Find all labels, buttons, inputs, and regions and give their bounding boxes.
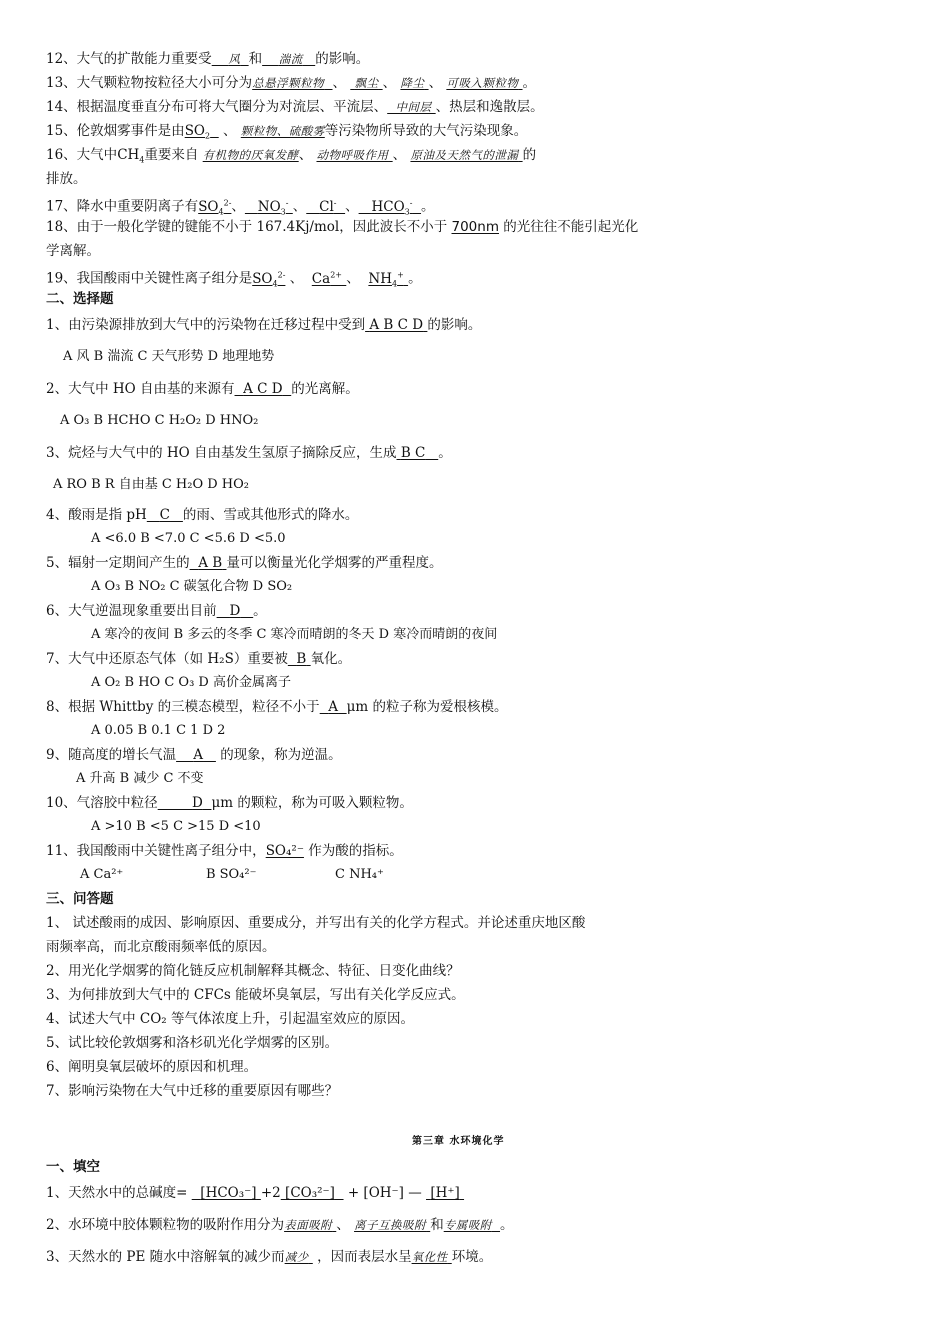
mc-q10-options: A >10 B <5 C >15 D <10: [91, 819, 261, 834]
qa-item: 6、阐明臭氧层破坏的原因和机理。: [46, 1059, 258, 1075]
section-heading-choice: 二、选择题: [46, 291, 114, 307]
qa-item: 雨频率高，而北京酸雨频率低的原因。: [46, 939, 276, 955]
fill-q19: 19、我国酸雨中关键性离子组分是$SO_4^{2-}$ 、 $Ca^{2+}$ 、 $NH_4^+$ 。: [46, 270, 422, 289]
mc-q8-options: A 0.05 B 0.1 C 1 D 2: [91, 723, 226, 738]
mc-q8: 8、根据 Whittby 的三模态模型，粒径不小于 A μm 的粒子称为爱根核模。: [46, 699, 508, 715]
fill-q14: 14、根据温度垂直分布可将大气圈分为对流层、平流层、 中间层 、热层和逸散层。: [46, 99, 544, 115]
fill-q18: 18、由于一般化学键的键能不小于 167.4Kj/mol，因此波长不小于 700nm 的光往往不能引起光化: [46, 219, 639, 235]
ch3-q1: 1、天然水中的总碱度= [HCO₃⁻] +2 [CO₃²⁻] + [OH⁻] — [H⁺]: [46, 1185, 460, 1201]
qa-item: 3、为何排放到大气中的 CFCs 能破坏臭氧层，写出有关化学反应式。: [46, 987, 465, 1003]
ch3-q2: 2、水环境中胶体颗粒物的吸附作用分为表面吸附 、 离子互换吸附 和专属吸附 。: [46, 1217, 514, 1233]
mc-q10: 10、气溶胶中粒径 D μm 的颗粒，称为可吸入颗粒物。: [46, 795, 413, 811]
qa-item: 7、影响污染物在大气中迁移的重要原因有哪些？: [46, 1083, 339, 1099]
mc-q6: 6、大气逆温现象重要出目前 D 。: [46, 603, 267, 619]
ch3-q3: 3、天然水的 PE 随水中溶解氧的减少而减少 ，因而表层水呈氧化性 环境。: [46, 1249, 493, 1265]
mc-q11: 11、我国酸雨中关键性离子组分中，SO₄²⁻ 作为酸的指标。: [46, 843, 403, 859]
mc-q9-options: A 升高 B 减少 C 不变: [76, 771, 204, 786]
mc-q7: 7、大气中还原态气体（如 H₂S）重要被 B 氧化。: [46, 651, 352, 667]
fill-q13: 13、大气颗粒物按粒径大小可分为总悬浮颗粒物 、 飘尘 、 降尘 、 可吸入颗粒物 。: [46, 75, 537, 91]
mc-q2: 2、大气中 HO 自由基的来源有 A C D 的光离解。: [46, 381, 359, 397]
qa-item: 4、试述大气中 CO₂ 等气体浓度上升，引起温室效应的原因。: [46, 1011, 414, 1027]
section-heading-qa: 三、问答题: [46, 891, 114, 907]
mc-q1: 1、由污染源排放到大气中的污染物在迁移过程中受到 A B C D 的影响。: [46, 317, 482, 333]
mc-q3-options: A RO B R 自由基 C H₂O D HO₂: [53, 477, 250, 492]
qa-item: 1、 试述酸雨的成因、影响原因、重要成分，并写出有关的化学方程式。并论述重庆地区酸: [46, 915, 586, 931]
fill-q18-line2: 学离解。: [46, 243, 100, 259]
mc-q9: 9、随高度的增长气温 A 的现象，称为逆温。: [46, 747, 342, 763]
mc-q3: 3、烷烃与大气中的 HO 自由基发生氢原子摘除反应，生成 B C 。: [46, 445, 452, 461]
mc-q4-options: A <6.0 B <7.0 C <5.6 D <5.0: [91, 531, 286, 546]
mc-q2-options: A O₃ B HCHO C H₂O₂ D HNO₂: [60, 413, 259, 428]
qa-item: 2、用光化学烟雾的简化链反应机制解释其概念、特征、日变化曲线？: [46, 963, 460, 979]
fill-q15: 15、伦敦烟雾事件是由$SO_2$ 、 颗粒物、硫酸雾等污染物所导致的大气污染现象。: [46, 123, 528, 141]
mc-q6-options: A 寒冷的夜间 B 多云的冬季 C 寒冷而晴朗的冬天 D 寒冷而晴朗的夜间: [91, 627, 498, 642]
mc-q4: 4、酸雨是指 pH C 的雨、雪或其他形式的降水。: [46, 507, 359, 523]
fill-q16-line2: 排放。: [46, 171, 87, 187]
mc-q5: 5、辐射一定期间产生的 A B 量可以衡量光化学烟雾的严重程度。: [46, 555, 443, 571]
chapter-title: 第三章 水环境化学: [412, 1136, 505, 1147]
fill-q12: 12、大气的扩散能力重要受 风 和 湍流 的影响。: [46, 51, 370, 67]
section-heading-fill-ch3: 一、填空: [46, 1159, 100, 1175]
mc-q7-options: A O₂ B HO C O₃ D 高价金属离子: [91, 675, 291, 690]
fill-q17: 17、降水中重要阴离子有$SO_4^{2-}$、 $NO_3^-$ 、 Cl- 、 $HCO_3^-$ 。: [46, 198, 435, 217]
mc-q5-options: A O₃ B NO₂ C 碳氢化合物 D SO₂: [91, 579, 293, 594]
qa-item: 5、试比较伦敦烟雾和洛杉矶光化学烟雾的区别。: [46, 1035, 339, 1051]
mc-q11-options: A Ca²⁺ B SO₄²⁻ C NH₄⁺: [80, 867, 384, 882]
mc-q1-options: A 风 B 湍流 C 天气形势 D 地理地势: [63, 349, 275, 364]
fill-q16: 16、大气中$CH_4$重要来自 有机物的厌氧发酵、 动物呼吸作用 、 原油及天然气的泄漏 的: [46, 147, 537, 165]
